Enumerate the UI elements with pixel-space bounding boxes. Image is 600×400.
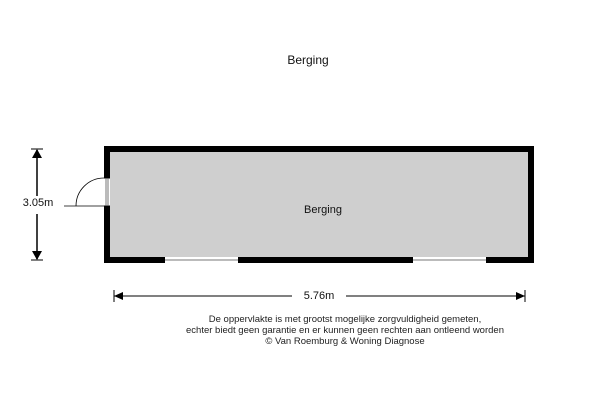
page-title: Berging bbox=[287, 53, 329, 67]
vertical-dimension-label: 3.05m bbox=[22, 197, 54, 209]
door bbox=[64, 178, 110, 206]
window-left bbox=[162, 257, 241, 263]
disclaimer bbox=[0, 314, 600, 347]
horizontal-dimension-label: 5.76m bbox=[303, 290, 335, 302]
disclaimer-line-1: De oppervlakte is met grootst mogelijke zorgvuldigheid gemeten, bbox=[208, 314, 482, 325]
window-right bbox=[410, 257, 489, 263]
room-label: Berging bbox=[304, 204, 342, 216]
disclaimer-line-2: echter biedt geen garantie en er kunnen geen rechten aan ontleend worden bbox=[186, 325, 504, 336]
disclaimer-line-3: © Van Roemburg & Woning Diagnose bbox=[265, 336, 425, 347]
